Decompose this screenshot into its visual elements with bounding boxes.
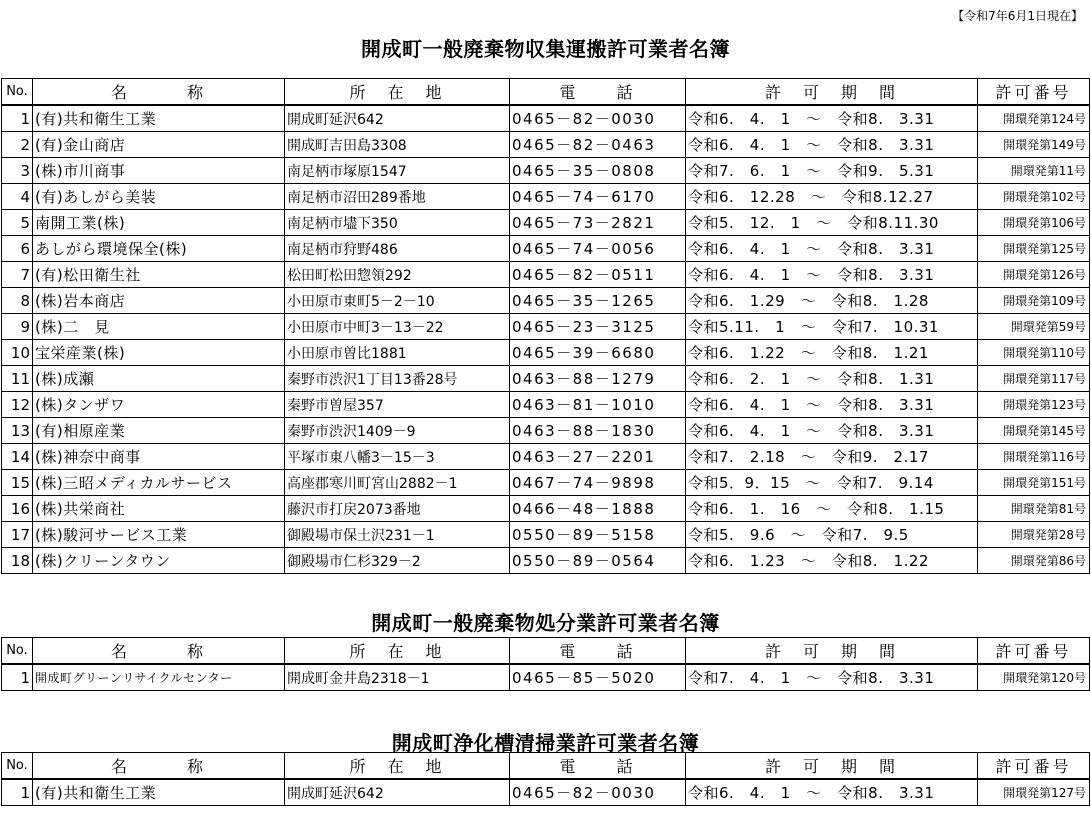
table-row <box>2 340 1090 366</box>
phone-number: 0465－82－0030 <box>510 779 686 806</box>
permit-period: 令和6. 1.29 ～ 令和8. 1.28 <box>686 288 978 314</box>
phone-number: 0466－48－1888 <box>510 496 686 522</box>
permit-period: 令和6. 4. 1 ～ 令和8. 3.31 <box>686 236 978 262</box>
address: 南足柄市塚原1547 <box>285 158 510 184</box>
permit-number: 開環発第28号 <box>978 522 1090 548</box>
permit-number: 開環発第86号 <box>978 548 1090 574</box>
collection-transport-title: 開成町一般廃棄物収集運搬許可業者名簿 <box>361 37 730 61</box>
row-number: 5 <box>2 210 33 236</box>
phone-number: 0465－82－0511 <box>510 262 686 288</box>
column-header-address: 所 在 地 <box>285 753 510 780</box>
permit-period: 令和6. 1.23 ～ 令和8. 1.22 <box>686 548 978 574</box>
permit-number: 開環発第81号 <box>978 496 1090 522</box>
company-name: (有)松田衛生社 <box>33 262 285 288</box>
row-number: 3 <box>2 158 33 184</box>
permit-period: 令和6. 4. 1 ～ 令和8. 3.31 <box>686 392 978 418</box>
phone-number: 0463－88－1830 <box>510 418 686 444</box>
address: 小田原市中町3－13－22 <box>285 314 510 340</box>
row-number: 1 <box>2 105 33 132</box>
column-header-name: 名 称 <box>33 79 285 106</box>
permit-period: 令和6. 1. 16 ～ 令和8. 1.15 <box>686 496 978 522</box>
company-name: (株)神奈中商事 <box>33 444 285 470</box>
row-number: 15 <box>2 470 33 496</box>
company-name: (株)市川商事 <box>33 158 285 184</box>
phone-number: 0465－35－1265 <box>510 288 686 314</box>
table-row <box>2 262 1090 288</box>
row-number: 18 <box>2 548 33 574</box>
column-header-phone: 電 話 <box>510 79 686 106</box>
phone-number: 0463－88－1279 <box>510 366 686 392</box>
phone-number: 0550－89－0564 <box>510 548 686 574</box>
phone-number: 0550－89－5158 <box>510 522 686 548</box>
permit-number: 開環発第124号 <box>978 105 1090 132</box>
company-name: 宝栄産業(株) <box>33 340 285 366</box>
phone-number: 0463－27－2201 <box>510 444 686 470</box>
address: 南足柄市狩野486 <box>285 236 510 262</box>
permit-number: 開環発第120号 <box>978 664 1090 691</box>
permit-period: 令和7. 6. 1 ～ 令和9. 5.31 <box>686 158 978 184</box>
table-row <box>2 236 1090 262</box>
company-name: (有)あしがら美装 <box>33 184 285 210</box>
row-number: 9 <box>2 314 33 340</box>
table-row <box>2 779 1090 806</box>
address: 御殿場市保土沢231－1 <box>285 522 510 548</box>
company-name: (有)共和衛生工業 <box>33 779 285 806</box>
permit-period: 令和7. 4. 1 ～ 令和8. 3.31 <box>686 664 978 691</box>
column-header-period: 許 可 期 間 <box>686 79 978 106</box>
table-row <box>2 664 1090 691</box>
permit-number: 開環発第149号 <box>978 132 1090 158</box>
table-row <box>2 444 1090 470</box>
permit-period: 令和6. 12.28 ～ 令和8.12.27 <box>686 184 978 210</box>
table-row <box>2 184 1090 210</box>
row-number: 7 <box>2 262 33 288</box>
row-number: 10 <box>2 340 33 366</box>
header-row <box>2 638 1090 665</box>
row-number: 11 <box>2 366 33 392</box>
column-header-name: 名 称 <box>33 753 285 780</box>
permit-period: 令和5.11. 1 ～ 令和7. 10.31 <box>686 314 978 340</box>
row-number: 8 <box>2 288 33 314</box>
permit-number: 開環発第106号 <box>978 210 1090 236</box>
column-header-phone: 電 話 <box>510 753 686 780</box>
address: 南足柄市壗下350 <box>285 210 510 236</box>
row-number: 6 <box>2 236 33 262</box>
permit-period: 令和6. 4. 1 ～ 令和8. 3.31 <box>686 418 978 444</box>
row-number: 4 <box>2 184 33 210</box>
column-header-period: 許 可 期 間 <box>686 638 978 665</box>
column-header-address: 所 在 地 <box>285 638 510 665</box>
phone-number: 0467－74－9898 <box>510 470 686 496</box>
company-name: (有)相原産業 <box>33 418 285 444</box>
address: 南足柄市沼田289番地 <box>285 184 510 210</box>
phone-number: 0465－39－6680 <box>510 340 686 366</box>
company-name: (株)駿河サービス工業 <box>33 522 285 548</box>
permit-number: 開環発第102号 <box>978 184 1090 210</box>
table-row <box>2 288 1090 314</box>
company-name: (有)金山商店 <box>33 132 285 158</box>
septic-cleaning-table <box>1 752 1090 806</box>
address: 開成町延沢642 <box>285 105 510 132</box>
table-row <box>2 392 1090 418</box>
company-name: あしがら環境保全(株) <box>33 236 285 262</box>
collection-transport-table <box>1 78 1090 574</box>
permit-period: 令和5．9．15 ～ 令和7. 9.14 <box>686 470 978 496</box>
table-row <box>2 548 1090 574</box>
row-number: 17 <box>2 522 33 548</box>
permit-number: 開環発第109号 <box>978 288 1090 314</box>
permit-number: 開環発第11号 <box>978 158 1090 184</box>
address: 開成町金井島2318－1 <box>285 664 510 691</box>
row-number: 14 <box>2 444 33 470</box>
permit-number: 開環発第126号 <box>978 262 1090 288</box>
column-header-name: 名 称 <box>33 638 285 665</box>
table-row <box>2 132 1090 158</box>
row-number: 12 <box>2 392 33 418</box>
table-row <box>2 210 1090 236</box>
septic-cleaning-title: 開成町浄化槽清掃業許可業者名簿 <box>391 731 700 755</box>
phone-number: 0463－81－1010 <box>510 392 686 418</box>
address: 小田原市曽比1881 <box>285 340 510 366</box>
company-name: (株)タンザワ <box>33 392 285 418</box>
permit-period: 令和7. 2.18 ～ 令和9. 2.17 <box>686 444 978 470</box>
permit-number: 開環発第145号 <box>978 418 1090 444</box>
permit-number: 開環発第116号 <box>978 444 1090 470</box>
permit-number: 開環発第59号 <box>978 314 1090 340</box>
phone-number: 0465－35－0808 <box>510 158 686 184</box>
permit-number: 開環発第110号 <box>978 340 1090 366</box>
phone-number: 0465－23－3125 <box>510 314 686 340</box>
permit-period: 令和5. 12. 1 ～ 令和8.11.30 <box>686 210 978 236</box>
table-row <box>2 314 1090 340</box>
permit-period: 令和6. 2. 1 ～ 令和8. 1.31 <box>686 366 978 392</box>
address: 開成町延沢642 <box>285 779 510 806</box>
address: 平塚市東八幡3－15－3 <box>285 444 510 470</box>
permit-number: 開環発第117号 <box>978 366 1090 392</box>
row-number: 16 <box>2 496 33 522</box>
table-row <box>2 522 1090 548</box>
permit-number: 開環発第125号 <box>978 236 1090 262</box>
company-name: (株)三昭メディカルサービス <box>33 470 285 496</box>
header-row <box>2 753 1090 780</box>
address: 高座郡寒川町宮山2882－1 <box>285 470 510 496</box>
address: 藤沢市打戻2073番地 <box>285 496 510 522</box>
address: 秦野市渋沢1409－9 <box>285 418 510 444</box>
permit-period: 令和6. 4. 1 ～ 令和8. 3.31 <box>686 779 978 806</box>
table-row <box>2 470 1090 496</box>
permit-period: 令和5. 9.6 ～ 令和7. 9.5 <box>686 522 978 548</box>
column-header-phone: 電 話 <box>510 638 686 665</box>
address: 小田原市東町5－2－10 <box>285 288 510 314</box>
permit-period: 令和6. 4. 1 ～ 令和8. 3.31 <box>686 132 978 158</box>
address: 秦野市曽屋357 <box>285 392 510 418</box>
phone-number: 0465－82－0030 <box>510 105 686 132</box>
table-row <box>2 105 1090 132</box>
permit-period: 令和6. 1.22 ～ 令和8. 1.21 <box>686 340 978 366</box>
company-name: (株)共栄商社 <box>33 496 285 522</box>
header-row <box>2 79 1090 106</box>
permit-number: 開環発第123号 <box>978 392 1090 418</box>
row-number: 13 <box>2 418 33 444</box>
column-header-no: No. <box>2 79 33 106</box>
address: 御殿場市仁杉329－2 <box>285 548 510 574</box>
row-number: 1 <box>2 664 33 691</box>
permit-period: 令和6. 4. 1 ～ 令和8. 3.31 <box>686 105 978 132</box>
as-of-date: 【令和7年6月1日現在】 <box>952 9 1083 23</box>
column-header-no: No. <box>2 638 33 665</box>
phone-number: 0465－82－0463 <box>510 132 686 158</box>
address: 秦野市渋沢1丁目13番28号 <box>285 366 510 392</box>
address: 松田町松田惣領292 <box>285 262 510 288</box>
company-name: (有)共和衛生工業 <box>33 105 285 132</box>
phone-number: 0465－85－5020 <box>510 664 686 691</box>
table-row <box>2 366 1090 392</box>
phone-number: 0465－74－0056 <box>510 236 686 262</box>
row-number: 2 <box>2 132 33 158</box>
table-row <box>2 496 1090 522</box>
company-name: 南開工業(株) <box>33 210 285 236</box>
company-name: 開成町グリーンリサイクルセンター <box>33 664 285 691</box>
column-header-permit: 許可番号 <box>978 638 1090 665</box>
company-name: (株)成瀬 <box>33 366 285 392</box>
column-header-no: No. <box>2 753 33 780</box>
row-number: 1 <box>2 779 33 806</box>
company-name: (株)二 見 <box>33 314 285 340</box>
phone-number: 0465－74－6170 <box>510 184 686 210</box>
address: 開成町吉田島3308 <box>285 132 510 158</box>
permit-number: 開環発第127号 <box>978 779 1090 806</box>
disposal-table <box>1 637 1090 691</box>
column-header-address: 所 在 地 <box>285 79 510 106</box>
phone-number: 0465－73－2821 <box>510 210 686 236</box>
disposal-title: 開成町一般廃棄物処分業許可業者名簿 <box>371 611 720 635</box>
table-row <box>2 158 1090 184</box>
column-header-period: 許 可 期 間 <box>686 753 978 780</box>
column-header-permit: 許可番号 <box>978 79 1090 106</box>
company-name: (株)岩本商店 <box>33 288 285 314</box>
company-name: (株)クリーンタウン <box>33 548 285 574</box>
column-header-permit: 許可番号 <box>978 753 1090 780</box>
permit-number: 開環発第151号 <box>978 470 1090 496</box>
permit-period: 令和6. 4. 1 ～ 令和8. 3.31 <box>686 262 978 288</box>
table-row <box>2 418 1090 444</box>
